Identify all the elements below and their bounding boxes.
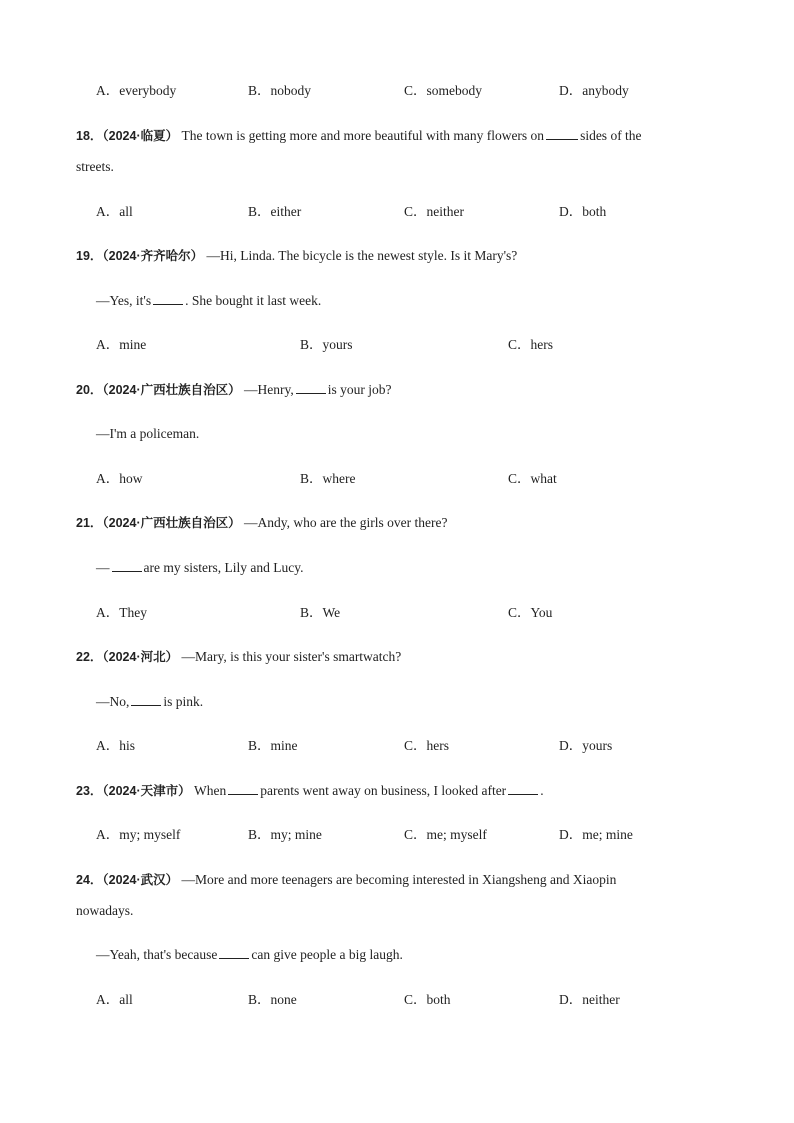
- q19-option-c[interactable]: C．hers: [508, 337, 553, 352]
- q18-blank: [546, 138, 578, 140]
- q21-source: （2024·广西壮族自治区）: [102, 516, 241, 530]
- q23-option-c[interactable]: C．me; myself: [404, 827, 487, 842]
- q23-text-part2: parents went away on business, I looked after: [260, 783, 507, 798]
- q23-blank-2: [508, 793, 538, 795]
- q22-number: 22．: [76, 650, 103, 664]
- q18-option-a[interactable]: A．all: [96, 204, 133, 219]
- q18-option-b[interactable]: B．either: [248, 204, 302, 219]
- q20-option-c[interactable]: C．what: [508, 471, 557, 486]
- q21-number: 21．: [76, 516, 103, 530]
- q17-option-c[interactable]: C．somebody: [404, 83, 483, 98]
- q20-stem: [76, 381, 392, 399]
- q23-source: （2024·天津市）: [102, 784, 191, 798]
- q22-source: （2024·河北）: [102, 650, 179, 664]
- q17-option-b[interactable]: B．nobody: [248, 83, 312, 98]
- q21-answer: [96, 559, 303, 577]
- q22-blank: [131, 704, 161, 706]
- q21-answer-part1: —: [96, 560, 110, 575]
- q21-text: —Andy, who are the girls over there?: [244, 515, 448, 530]
- q22-option-b[interactable]: B．mine: [248, 738, 298, 753]
- q23-option-d[interactable]: D．me; mine: [559, 827, 633, 842]
- q22-option-d[interactable]: D．yours: [559, 738, 613, 753]
- q24-number: 24．: [76, 873, 103, 887]
- q21-blank: [112, 570, 142, 572]
- q24-option-a[interactable]: A．all: [96, 992, 133, 1007]
- q19-stem: [76, 247, 517, 265]
- q24-source: （2024·武汉）: [102, 873, 179, 887]
- q23-option-b[interactable]: B．my; mine: [248, 827, 322, 842]
- q18-option-d[interactable]: D．both: [559, 204, 607, 219]
- q24-option-d[interactable]: D．neither: [559, 992, 620, 1007]
- q22-option-c[interactable]: C．hers: [404, 738, 449, 753]
- q18-text-part2: sides of the: [580, 128, 642, 143]
- q21-option-b[interactable]: B．We: [300, 605, 341, 620]
- q20-blank: [296, 392, 326, 394]
- q24-answer-part1: —Yeah, that's because: [96, 947, 218, 962]
- q23-option-a[interactable]: A．my; myself: [96, 827, 181, 842]
- q24-stem: [76, 871, 616, 889]
- q20-answer: —I'm a policeman.: [96, 426, 200, 441]
- q23-text-part1: When: [194, 783, 227, 798]
- q20-source: （2024·广西壮族自治区）: [102, 383, 241, 397]
- q24-stem-line2: nowadays.: [76, 903, 134, 918]
- q19-answer-part2: . She bought it last week.: [185, 293, 322, 308]
- q22-answer: [96, 693, 203, 711]
- q19-text: —Hi, Linda. The bicycle is the newest style. Is it Mary's?: [206, 248, 518, 263]
- q23-blank-1: [228, 793, 258, 795]
- q17-option-d[interactable]: D．anybody: [559, 83, 629, 98]
- q21-option-a[interactable]: A．They: [96, 605, 147, 620]
- q23-stem: [76, 782, 544, 800]
- q18-stem-line2: streets.: [76, 159, 114, 174]
- q19-number: 19．: [76, 249, 103, 263]
- q23-number: 23．: [76, 784, 103, 798]
- q20-option-a[interactable]: A．how: [96, 471, 143, 486]
- q24-blank: [219, 957, 249, 959]
- q20-text-part2: is your job?: [327, 382, 392, 397]
- q20-number: 20．: [76, 383, 103, 397]
- q18-number: 18．: [76, 129, 103, 143]
- q17-option-a[interactable]: A．everybody: [96, 83, 177, 98]
- q24-answer-part2: can give people a big laugh.: [251, 947, 403, 962]
- q19-option-a[interactable]: A．mine: [96, 337, 147, 352]
- q22-answer-part2: is pink.: [163, 694, 204, 709]
- q19-answer: [96, 292, 321, 310]
- q18-option-c[interactable]: C．neither: [404, 204, 464, 219]
- q22-stem: [76, 648, 401, 666]
- q19-option-b[interactable]: B．yours: [300, 337, 353, 352]
- q19-answer-part1: —Yes, it's: [96, 293, 152, 308]
- q23-text-part3: .: [540, 783, 544, 798]
- q18-source: （2024·临夏）: [102, 129, 179, 143]
- q20-text-part1: —Henry,: [244, 382, 294, 397]
- q18-text-part1: The town is getting more and more beautiful with many flowers on: [181, 128, 545, 143]
- q24-option-b[interactable]: B．none: [248, 992, 297, 1007]
- q20-option-b[interactable]: B．where: [300, 471, 356, 486]
- q24-text: —More and more teenagers are becoming interested in Xiangsheng and Xiaopin: [181, 872, 617, 887]
- q18-stem: [76, 127, 642, 145]
- q22-answer-part1: —No,: [96, 694, 130, 709]
- q21-answer-part2: are my sisters, Lily and Lucy.: [143, 560, 304, 575]
- q19-blank: [153, 303, 183, 305]
- q24-option-c[interactable]: C．both: [404, 992, 451, 1007]
- q22-option-a[interactable]: A．his: [96, 738, 136, 753]
- q21-stem: [76, 514, 447, 532]
- q22-text: —Mary, is this your sister's smartwatch?: [181, 649, 402, 664]
- q19-source: （2024·齐齐哈尔）: [102, 249, 204, 263]
- q21-option-c[interactable]: C．You: [508, 605, 553, 620]
- q24-answer: [96, 946, 403, 964]
